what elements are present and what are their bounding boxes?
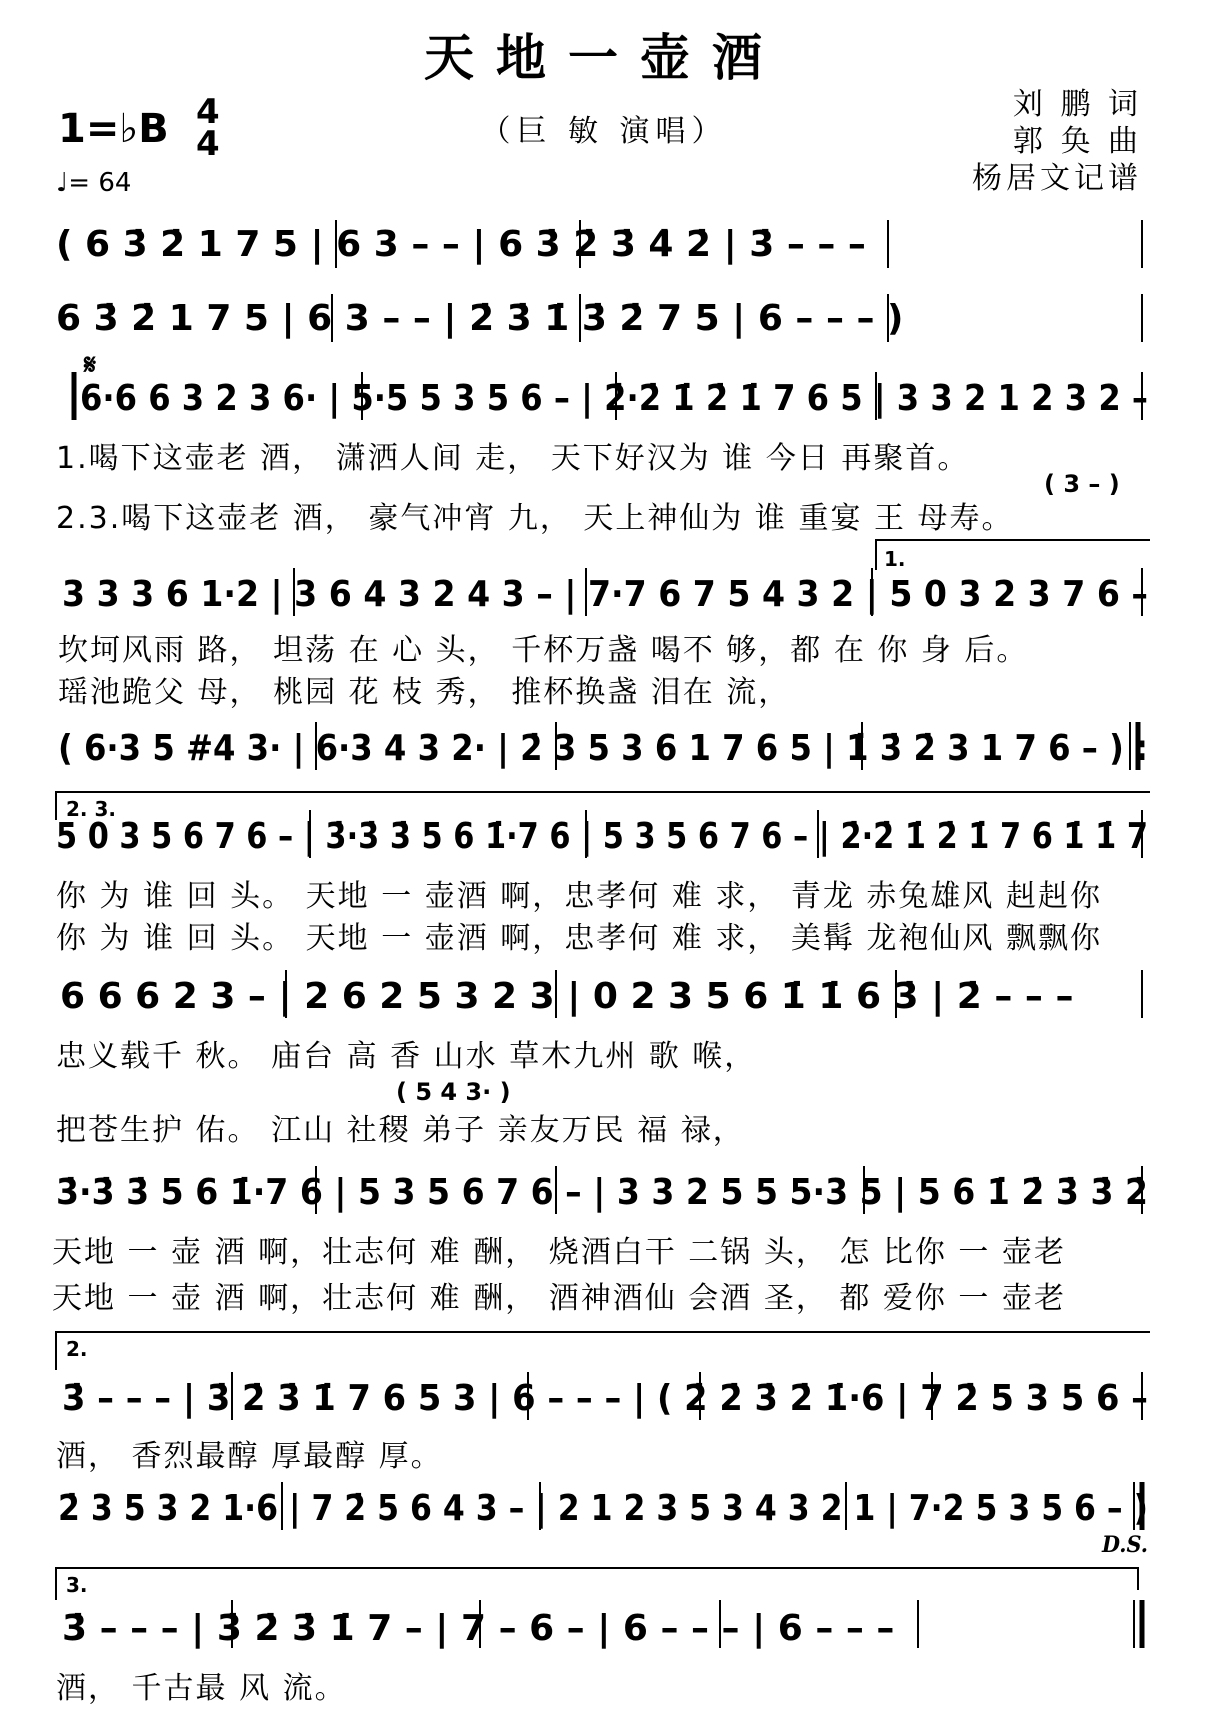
system-4-notes: 3 3 3 6 1·2 | 3 6 4 3 2 4 3 – | 7·7 6 7 5 4 3 2 | 5 0 3 2 3 7 6 – bbox=[62, 574, 1148, 615]
time-top: 4 bbox=[196, 92, 220, 132]
time-bottom: 4 bbox=[196, 124, 220, 164]
system-5-notes: ( 6·3 5 #4 3· | 6·3 4 3 2· | 2̇ 3 5 3 6 1 7 6 5 | 1̇ 3̇ 2̇ 3 1 7 6 – ) : bbox=[58, 728, 1148, 769]
volta-1-label: 1. bbox=[884, 547, 906, 571]
lyric-line: 坎坷风雨 路， 坦荡 在 心 头， 千杯万盏 喝不 够，都 在 你 身 后。 bbox=[58, 633, 1029, 668]
lyric-line: 把苍生护 佑。 江山 社稷 弟子 亲友万民 福 禄， bbox=[56, 1113, 745, 1148]
lyric-line: 天地 一 壶 酒 啊，壮志何 难 酬， 酒神酒仙 会酒 圣， 都 爱你 一 壶老 bbox=[52, 1281, 1066, 1316]
alternate-notes-1: ( 3 – ) bbox=[1044, 470, 1120, 498]
singer-credit: （巨 敏 演唱） bbox=[480, 114, 728, 149]
tempo-marking: ♩= 64 bbox=[56, 168, 132, 198]
system-3-notes: 6·6 6 3 2 3 6· | 5·5 5 3 5 6 – | 2̇·2̇ 1̇ 2̇ 1̇ 7 6 5 | 3 3 2 1 2 3 2 – bbox=[80, 378, 1148, 419]
volta-3-label: 3. bbox=[66, 1573, 88, 1597]
key-signature: 1=♭B bbox=[58, 106, 169, 152]
lyric-line: 忠义载千 秋。 庙台 高 香 山水 草木九州 歌 喉， bbox=[56, 1039, 757, 1074]
lyricist: 刘 鹏 词 bbox=[1012, 87, 1142, 122]
system-10-notes: 2̇ 3 5 3 2 1·6 | 7 2̇ 5 6 4 3 – | 2 1 2 3 5 3 4 3 2 1 | 7·2 5 3 5 6 – ) bbox=[58, 1488, 1148, 1529]
alternate-notes-2: ( 5 4 3· ) bbox=[396, 1078, 511, 1106]
volta-3-bracket bbox=[56, 1568, 1138, 1600]
lyric-line: 瑶池跪父 母， 桃园 花 枝 秀， 推杯换盏 泪在 流， bbox=[58, 675, 791, 710]
volta-2-label: 2. bbox=[66, 1337, 88, 1361]
system-7-notes: 6 6 6 2 3 – | 2 6 2 5 3 2 3 | 0 2 3 5 6 1̇ 1̇ 6 3̇ | 2̇ – – – bbox=[60, 976, 1074, 1017]
volta-23-label: 2. 3. bbox=[66, 797, 116, 821]
volta-1-bracket bbox=[876, 540, 1150, 570]
system-11-notes: 3̇ – – – | 3̇ 2̇ 3̇ 1̇ 7 – | 7 – 6 – | 6 – – – | 6 – – – bbox=[62, 1608, 895, 1649]
system-9-notes: 3̇ – – – | 3̇ 2̇ 3̇ 1̇ 7 6 5 3 | 6 – – – | ( 2̇ 2̇ 3̇ 2̇ 1̇·6 | 7 2̇ 5 3 5 6 – bbox=[62, 1378, 1148, 1419]
system-2-notes: 6 3̇ 2̇ 1 7 5 | 6 3 – – | 2̇ 3̇ 1̇ 3̇ 2̇ 7 5 | 6 – – – ) bbox=[56, 298, 904, 339]
lyric-line: 酒， 千古最 风 流。 bbox=[56, 1671, 347, 1706]
lyric-line: 你 为 谁 回 头。 天地 一 壶酒 啊，忠孝何 难 求， 美髯 龙袍仙风 飘飘你 bbox=[56, 921, 1102, 956]
lyric-line: 天地 一 壶 酒 啊，壮志何 难 酬， 烧酒白干 二锅 头， 怎 比你 一 壶老 bbox=[52, 1235, 1066, 1270]
system-6-notes: 5 0 3 5 6 7 6 – | 3̇·3̇ 3̇ 5 6 1̇·7 6 | 5 3 5 6 7 6 – | 2̇·2̇ 1̇ 2̇ 1̇ 7 6 1̇ 1̇ 7 bbox=[56, 816, 1148, 857]
lyric-line: 你 为 谁 回 头。 天地 一 壶酒 啊，忠孝何 难 求， 青龙 赤兔雄风 赳赳你 bbox=[56, 879, 1102, 914]
lyric-line: 1.喝下这壶老 酒， 潇洒人间 走， 天下好汉为 谁 今日 再聚首。 bbox=[56, 441, 970, 476]
lyric-line: 酒， 香烈最醇 厚最醇 厚。 bbox=[56, 1439, 443, 1474]
composer: 郭 奂 曲 bbox=[1012, 124, 1142, 159]
segno-sign: 𝄋 bbox=[84, 348, 97, 381]
song-title: 天地一壶酒 bbox=[424, 28, 784, 87]
ds-marking: D.S. bbox=[1101, 1532, 1148, 1558]
system-8-notes: 3̇·3̇ 3̇ 5 6 1̇·7 6 | 5 3 5 6 7 6 – | 3 3 2 5 5 5·3 5 | 5 6 1̇ 2̇ 3̇ 3̇ 2̇ bbox=[56, 1172, 1148, 1213]
system-1-notes: ( 6 3̇ 2̇ 1 7 5 | 6 3 – – | 6 3̇ 2̇ 3̇ 4̇ 2̇ | 3̇ – – – bbox=[56, 224, 866, 265]
transcriber: 杨居文记谱 bbox=[972, 161, 1142, 196]
lyric-line: 2.3.喝下这壶老 酒， 豪气冲宵 九， 天上神仙为 谁 重宴 王 母寿。 bbox=[56, 501, 1014, 536]
volta-2-bracket bbox=[56, 1332, 1150, 1370]
